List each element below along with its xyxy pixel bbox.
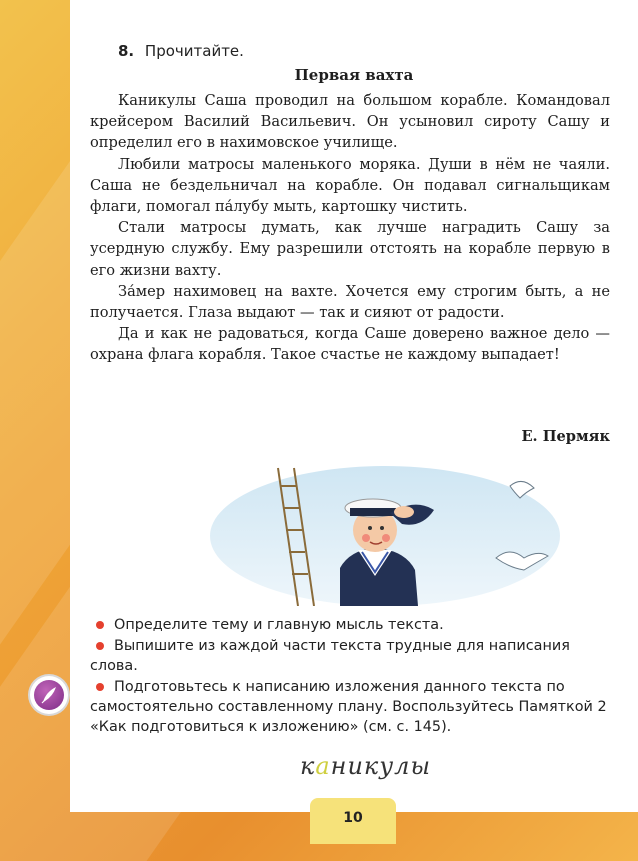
task-item [90,636,620,676]
task-text: Выпишите из каждой части текста трудные для написания слова. [90,638,570,674]
feather-pen-icon [34,680,64,710]
task-item [90,677,620,737]
textbook-page [70,0,638,812]
task-text: Определите тему и главную мысль текста. [114,617,444,633]
story-paragraph: Каникулы Саша проводил на большом корабле. Командовал крейсером Василий Васильевич. Он усыновил сироту Сашу и определил его в нахимовское училище. [90,92,610,152]
task-header [118,42,244,60]
story-title: Первая вахта [294,66,414,84]
task-number: 8. [118,42,135,60]
task-list [90,615,620,738]
bullet-icon [96,683,104,691]
bullet-icon [96,621,104,629]
story-author: Е. Пермяк [521,428,610,445]
vocab-accent-letter: а [315,752,331,780]
sailor-illustration [190,458,560,606]
writing-task-badge [30,676,68,714]
story-paragraph: За́мер нахимовец на вахте. Хочется ему строгим быть, а не получается. Глаза выдают — так и сияют от радости. [90,282,610,322]
page-number-tab [310,798,396,844]
task-instruction: Прочитайте. [144,42,244,60]
story-paragraph: Да и как не радоваться, когда Саше доверено важное дело — охрана флага корабля. Такое счастье не каждому выпадает! [90,325,610,364]
vocabulary-word [300,752,431,780]
story-paragraph: Любили матросы маленького моряка. Души в нём не чаяли. Саша не бездельничал на корабле. Он подавал сигнальщикам флаги, помогал па́лубу мыть, картошку чистить. [90,155,610,216]
vocab-prefix: к [300,752,316,780]
story-paragraph: Стали матросы думать, как лучше наградить Сашу за усердную службу. Ему разрешили отстоять на корабле первую в его жизни вахту. [90,219,610,279]
task-item [90,615,620,635]
bullet-icon [96,642,104,650]
vocab-rest: никулы [330,752,432,780]
task-text: Подготовьтесь к написанию изложения данного текста по самостоятельно составленному плану. Воспользуйтесь Памяткой 2 «Как подготовиться к изложению» (см. с. 145). [90,679,607,735]
story-text [90,90,610,366]
page-number: 10 [343,810,363,826]
